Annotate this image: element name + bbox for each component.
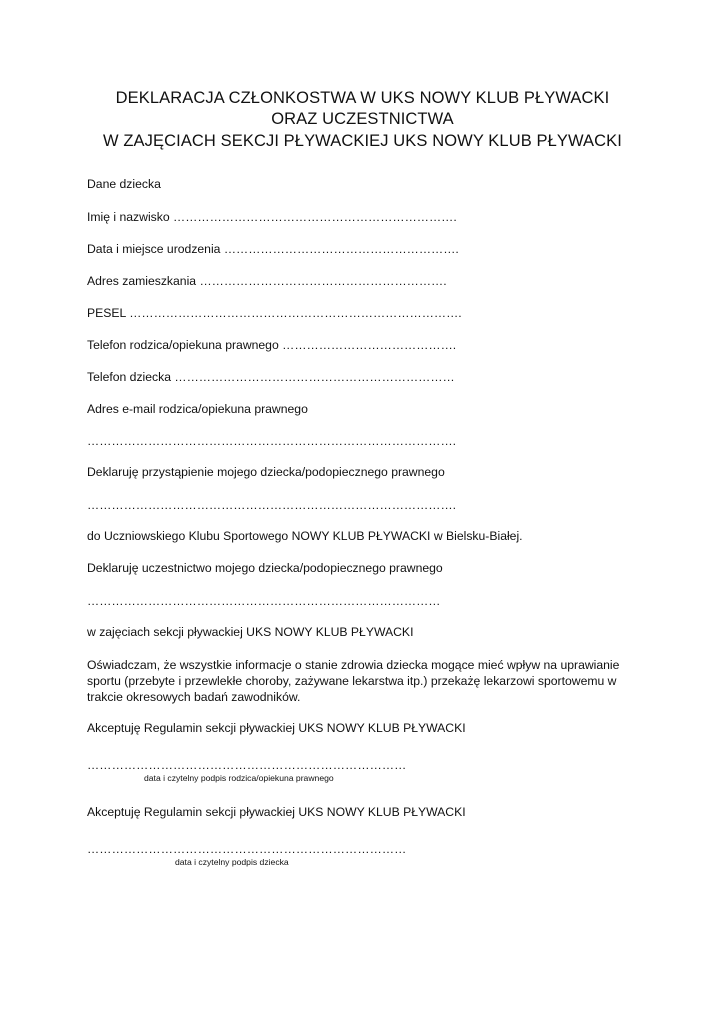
- health-statement: Oświadczam, że wszystkie informacje o stanie zdrowia dziecka mogące mieć wpływ na uprawianie sportu (przebyte i przewlekłe choroby, zażywane lekarstwa itp.) przekażę lekarzowi sportowemu w trakcie okresowych badań zawodników.: [87, 658, 620, 704]
- field-name: Imię i nazwisko …………………………………………………………….: [87, 210, 457, 224]
- membership-dots: ……………………………………………………………………………….: [87, 498, 457, 512]
- membership-declaration: Deklaruję przystąpienie mojego dziecka/podopiecznego prawnego: [87, 465, 445, 479]
- participation-dots: ……………………………………………………………………………: [87, 594, 441, 608]
- participation-declaration: Deklaruję uczestnictwo mojego dziecka/podopiecznego prawnego: [87, 561, 443, 575]
- child-signature-caption: data i czytelny podpis dziecka: [175, 857, 289, 867]
- acceptance-parent-text: Akceptuję Regulamin sekcji pływackiej UKS NOWY KLUB PŁYWACKI: [87, 721, 466, 735]
- field-pesel: PESEL ……………………………………………………………………….: [87, 306, 462, 320]
- field-child-phone: Telefon dziecka ……………………………………………………………: [87, 370, 455, 384]
- child-signature-line: ……………………………………………………………………: [87, 842, 407, 856]
- title-line-1: DEKLARACJA CZŁONKOSTWA W UKS NOWY KLUB PŁYWACKI: [115, 89, 610, 107]
- parent-signature-caption: data i czytelny podpis rodzica/opiekuna prawnego: [144, 773, 334, 783]
- membership-club: do Uczniowskiego Klubu Sportowego NOWY KLUB PŁYWACKI w Bielsku-Białej.: [87, 529, 523, 543]
- field-birth: Data i miejsce urodzenia ………………………………………………….: [87, 242, 459, 256]
- field-parent-email-dots: ……………………………………………………………………………….: [87, 434, 457, 448]
- child-section-label: Dane dziecka: [87, 177, 161, 191]
- participation-section: w zajęciach sekcji pływackiej UKS NOWY KLUB PŁYWACKI: [87, 625, 414, 639]
- title-line-3: W ZAJĘCIACH SEKCJI PŁYWACKIEJ UKS NOWY KLUB PŁYWACKI: [103, 132, 622, 150]
- acceptance-child-text: Akceptuję Regulamin sekcji pływackiej UKS NOWY KLUB PŁYWACKI: [87, 805, 466, 819]
- parent-signature-line: ……………………………………………………………………: [87, 758, 407, 772]
- field-parent-phone: Telefon rodzica/opiekuna prawnego …………………………………….: [87, 338, 457, 352]
- field-parent-email: Adres e-mail rodzica/opiekuna prawnego: [87, 402, 308, 416]
- title-line-2: ORAZ UCZESTNICTWA: [271, 110, 454, 128]
- field-address: Adres zamieszkania …………………………………………………….: [87, 274, 447, 288]
